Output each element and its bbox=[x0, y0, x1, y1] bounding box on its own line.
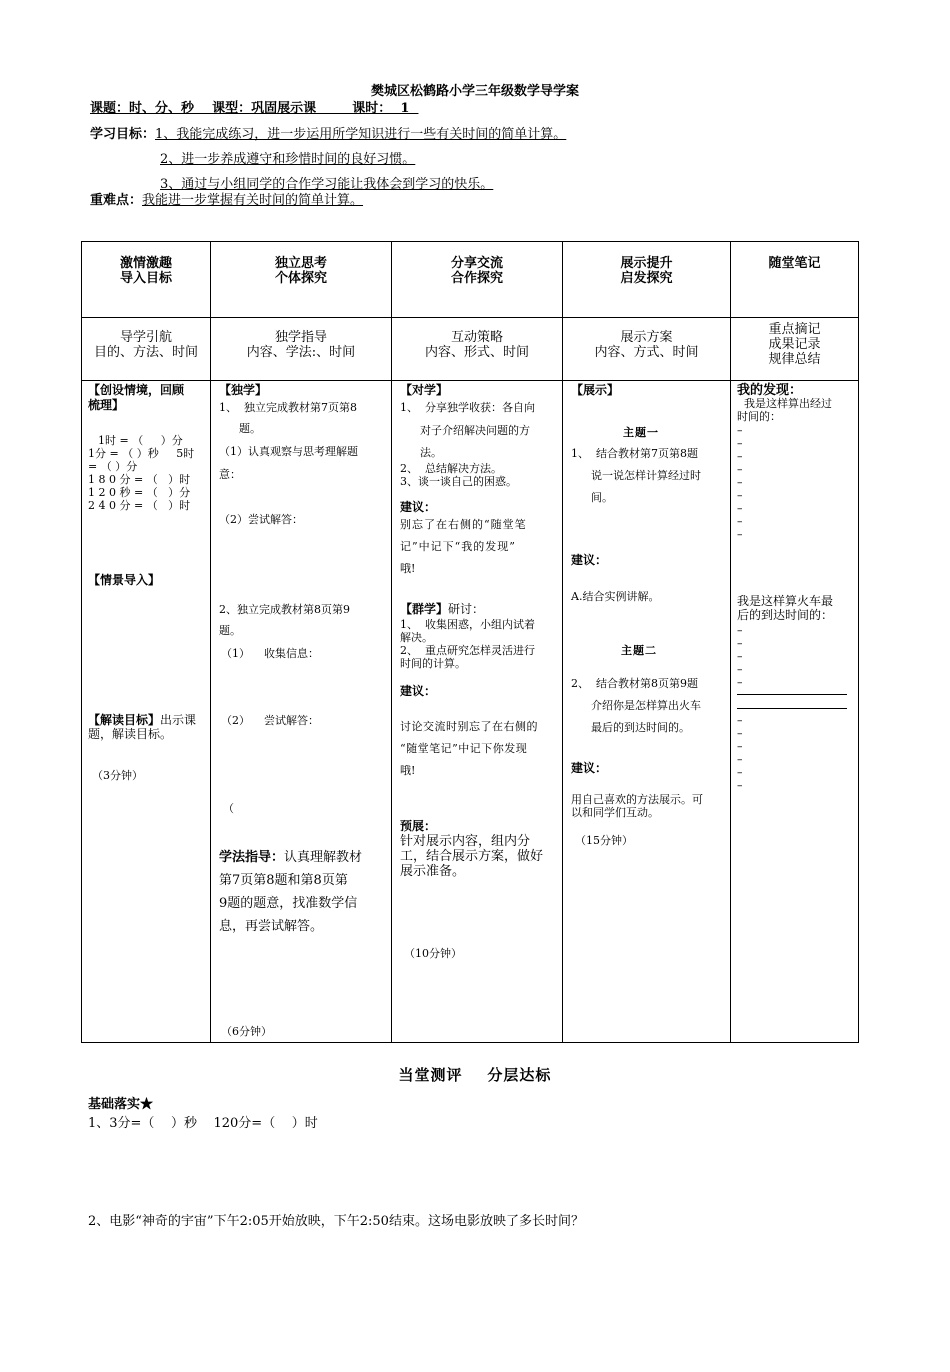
test-q2: 2、电影“神奇的宇宙”下午2:05开始放映，下午2:50结束。这场电影放映了多长时间？ bbox=[88, 1214, 584, 1229]
sub-2-line-1: 独学指导 bbox=[274, 330, 327, 345]
goal-2: 2、进一步养成遵守和珍惜时间的良好习惯。 bbox=[160, 152, 416, 167]
header-cell-1 bbox=[82, 242, 211, 318]
col1-line-3: = （ ）分 bbox=[88, 460, 138, 473]
col1-time: （3分钟） bbox=[92, 769, 143, 782]
sub-5-line-3: 规律总结 bbox=[768, 352, 821, 367]
subheader-cell-2 bbox=[211, 318, 392, 381]
col1-heading-a: 【创设情境，回顾 bbox=[88, 383, 185, 397]
header-3-line-1: 分享交流 bbox=[450, 256, 503, 271]
col3-s2a: 讨论交流时别忘了在右侧的 bbox=[400, 720, 538, 733]
col2-method-label: 学法指导： bbox=[219, 850, 285, 865]
subheader-cell-1 bbox=[82, 318, 211, 381]
sub-4-line-2: 内容、方式、时间 bbox=[594, 345, 699, 360]
col1-goal-heading: 【解读目标】 bbox=[88, 713, 161, 727]
sub-3-line-2: 内容、形式、时间 bbox=[424, 345, 529, 360]
col4-b1: 2、 结合教材第8页第9题 bbox=[571, 677, 698, 690]
col2-method-2: 第7页第8题和第8页第 bbox=[219, 873, 348, 888]
col3-s2b: “随堂笔记”中记下你发现 bbox=[400, 742, 528, 755]
col1-heading-b: 梳理】 bbox=[88, 398, 125, 412]
col5-blank-lines-1: – – – – – – – – – bbox=[737, 424, 743, 541]
body-cell-2 bbox=[211, 381, 392, 1043]
col5-heading: 我的发现： bbox=[737, 383, 803, 398]
col3-b1: 1、 收集困惑，小组内试着 bbox=[400, 618, 535, 631]
col5-b2: 后的到达时间的： bbox=[737, 608, 834, 622]
col5-blank-lines-3: – – – – – – bbox=[737, 714, 743, 792]
body-cell-3 bbox=[392, 381, 563, 1043]
goal-row-1 bbox=[90, 123, 566, 142]
col4-a1: 1、 结合教材第7页第8题 bbox=[571, 447, 698, 460]
col3-a3: 法。 bbox=[420, 446, 442, 459]
col1-goal-row bbox=[88, 713, 196, 728]
col5-rule-2 bbox=[737, 708, 847, 709]
header-2-line-1: 独立思考 bbox=[274, 256, 327, 271]
col2-paren: （ bbox=[223, 802, 234, 815]
header-cell-2 bbox=[211, 242, 392, 318]
sub-3-line-1: 互动策略 bbox=[450, 330, 503, 345]
header-5-line-1: 随堂笔记 bbox=[768, 256, 821, 271]
col2-q1-d: 意： bbox=[219, 468, 241, 481]
col4-s1a: A.结合实例讲解。 bbox=[571, 590, 660, 603]
col4-s2a: 用自己喜欢的方法展示。可 bbox=[571, 793, 703, 806]
subheader-cell-3 bbox=[392, 318, 563, 381]
guide-table bbox=[81, 241, 859, 1043]
col4-suggest-2: 建议： bbox=[571, 761, 608, 775]
sub-2-line-2: 内容、学法:、时间 bbox=[246, 345, 356, 360]
col3-s2c: 哦! bbox=[400, 764, 416, 777]
col2-q1-a: 1、 独立完成教材第7页第8 bbox=[219, 401, 357, 414]
col2-heading: 【独学】 bbox=[219, 383, 268, 397]
col2-q2-d: （2） 尝试解答： bbox=[221, 714, 319, 727]
header-cell-4 bbox=[563, 242, 731, 318]
col3-time: （10分钟） bbox=[404, 947, 462, 960]
col3-a4: 2、 总结解决方法。 bbox=[400, 462, 502, 475]
col1-line-6: 2 4 0 分 = （ ）时 bbox=[88, 499, 191, 512]
col3-s1b: 记”中记下“我的发现” bbox=[400, 540, 516, 553]
col3-p3: 展示准备。 bbox=[400, 864, 466, 879]
test-section-label: 基础落实★ bbox=[88, 1097, 154, 1112]
col2-q2-c: （1） 收集信息： bbox=[221, 647, 319, 660]
col3-s1c: 哦! bbox=[400, 562, 416, 575]
col3-suggest-1: 建议： bbox=[400, 500, 437, 514]
goal-label: 学习目标： bbox=[90, 127, 156, 142]
subheader-cell-5 bbox=[731, 318, 859, 381]
col4-a2: 说一说怎样计算经过时 bbox=[591, 469, 701, 482]
col2-q2-a: 2、独立完成教材第8页第9 bbox=[219, 603, 350, 616]
col3-b4: 时间的计算。 bbox=[400, 657, 466, 670]
col5-a2: 时间的： bbox=[737, 410, 781, 423]
header-cell-3 bbox=[392, 242, 563, 318]
col1-goal-text-2: 题，解读目标。 bbox=[88, 727, 173, 741]
col1-goal-text: 出示课 bbox=[160, 713, 197, 727]
col5-blank-lines-2: – – – – – bbox=[737, 624, 743, 689]
body-cell-5 bbox=[731, 381, 859, 1043]
header-4-line-1: 展示提升 bbox=[620, 256, 673, 271]
col3-a1: 1、 分享独学收获：各自向 bbox=[400, 401, 535, 414]
col5-a1: 我是这样算出经过 bbox=[737, 397, 832, 410]
col4-suggest-1: 建议： bbox=[571, 553, 608, 567]
col2-q1-b: 题。 bbox=[239, 422, 261, 435]
col4-heading: 【展示】 bbox=[571, 383, 620, 397]
col2-method-3: 9题的题意，找准数学信 bbox=[219, 896, 358, 911]
col4-time: （15分钟） bbox=[575, 834, 633, 847]
col2-q2-b: 题。 bbox=[219, 624, 241, 637]
col3-group-sub: 研讨： bbox=[448, 602, 485, 616]
body-row bbox=[82, 381, 859, 1043]
header-2-line-2: 个体探究 bbox=[274, 271, 327, 286]
header-4-line-2: 启发探究 bbox=[620, 271, 673, 286]
col4-b3: 最后的到达时间的。 bbox=[591, 721, 690, 734]
col3-preview-label: 预展： bbox=[400, 819, 437, 833]
test-q1: 1、3分=（ ）秒 120分=（ ）时 bbox=[88, 1116, 318, 1131]
sub-5-line-1: 重点摘记 bbox=[768, 322, 821, 337]
col4-a3: 间。 bbox=[591, 491, 613, 504]
header-1-line-1: 激情激趣 bbox=[119, 256, 172, 271]
col1-scene-heading: 【情景导入】 bbox=[88, 573, 161, 587]
col3-a2: 对子介绍解决问题的方 bbox=[420, 424, 530, 437]
col3-b3: 2、 重点研究怎样灵活进行 bbox=[400, 644, 535, 657]
col3-group-row bbox=[400, 602, 484, 617]
col4-topic-1: 主题一 bbox=[623, 426, 659, 439]
header-1-line-2: 导入目标 bbox=[119, 271, 172, 286]
col1-line-1: 1时 = （ ）分 bbox=[98, 434, 183, 447]
col1-line-5: 1 2 0 秒 = （ ）分 bbox=[88, 486, 191, 499]
sub-1-line-1: 导学引航 bbox=[119, 330, 172, 345]
col3-a5: 3、谈一谈自己的困惑。 bbox=[400, 475, 517, 488]
subheader-cell-4 bbox=[563, 318, 731, 381]
header-3-line-2: 合作探究 bbox=[450, 271, 503, 286]
col3-suggest-2: 建议： bbox=[400, 684, 437, 698]
body-cell-1 bbox=[82, 381, 211, 1043]
col1-line-2: 1分 = （ ）秒 5时 bbox=[88, 447, 195, 460]
col2-q1-c: （1）认真观察与思考理解题 bbox=[219, 445, 358, 458]
doc-title: 樊城区松鹤路小学三年级数学导学案 bbox=[370, 84, 579, 99]
col3-group-heading: 【群学】 bbox=[400, 602, 449, 616]
col4-s2b: 以和同学们互动。 bbox=[571, 806, 659, 819]
header-row bbox=[82, 242, 859, 318]
sub-4-line-1: 展示方案 bbox=[620, 330, 673, 345]
col4-topic-2: 主题二 bbox=[621, 644, 657, 657]
col1-line-4: 1 8 0 分 = （ ）时 bbox=[88, 473, 191, 486]
col2-method-row bbox=[219, 846, 362, 869]
sub-1-line-2: 目的、方法、时间 bbox=[93, 345, 198, 360]
col3-b2: 解决。 bbox=[400, 631, 433, 644]
col3-s1a: 别忘了在右侧的“随堂笔 bbox=[400, 518, 527, 531]
col2-time: （6分钟） bbox=[221, 1025, 272, 1038]
goal-3: 3、通过与小组同学的合作学习能让我体会到学习的快乐。 bbox=[160, 177, 494, 192]
col3-p1: 针对展示内容，组内分 bbox=[400, 834, 531, 849]
key-text: 我能进一步掌握有关时间的简单计算。 bbox=[142, 193, 364, 208]
sub-5-line-2: 成果记录 bbox=[768, 337, 821, 352]
col4-b2: 介绍你是怎样算出火车 bbox=[591, 699, 701, 712]
header-cell-5 bbox=[731, 242, 859, 318]
goal-1: 1、我能完成练习，进一步运用所学知识进行一些有关时间的简单计算。 bbox=[155, 127, 567, 142]
body-cell-4 bbox=[563, 381, 731, 1043]
col5-rule-1 bbox=[737, 694, 847, 695]
key-label: 重难点： bbox=[90, 193, 143, 208]
col3-p2: 工，结合展示方案，做好 bbox=[400, 849, 544, 864]
key-row bbox=[90, 189, 363, 208]
info-line: 课题：时、分、秒 课型：巩固展示课 课时： 1 bbox=[90, 101, 419, 116]
col3-heading: 【对学】 bbox=[400, 383, 449, 397]
col2-q1-e: （2）尝试解答： bbox=[219, 513, 303, 526]
col2-method-1: 认真理解教材 bbox=[284, 850, 363, 865]
col2-method-4: 息，再尝试解答。 bbox=[219, 919, 324, 934]
col5-b1: 我是这样算火车最 bbox=[737, 594, 834, 608]
subheader-row bbox=[82, 318, 859, 381]
test-title: 当堂测评 分层达标 bbox=[398, 1066, 552, 1084]
